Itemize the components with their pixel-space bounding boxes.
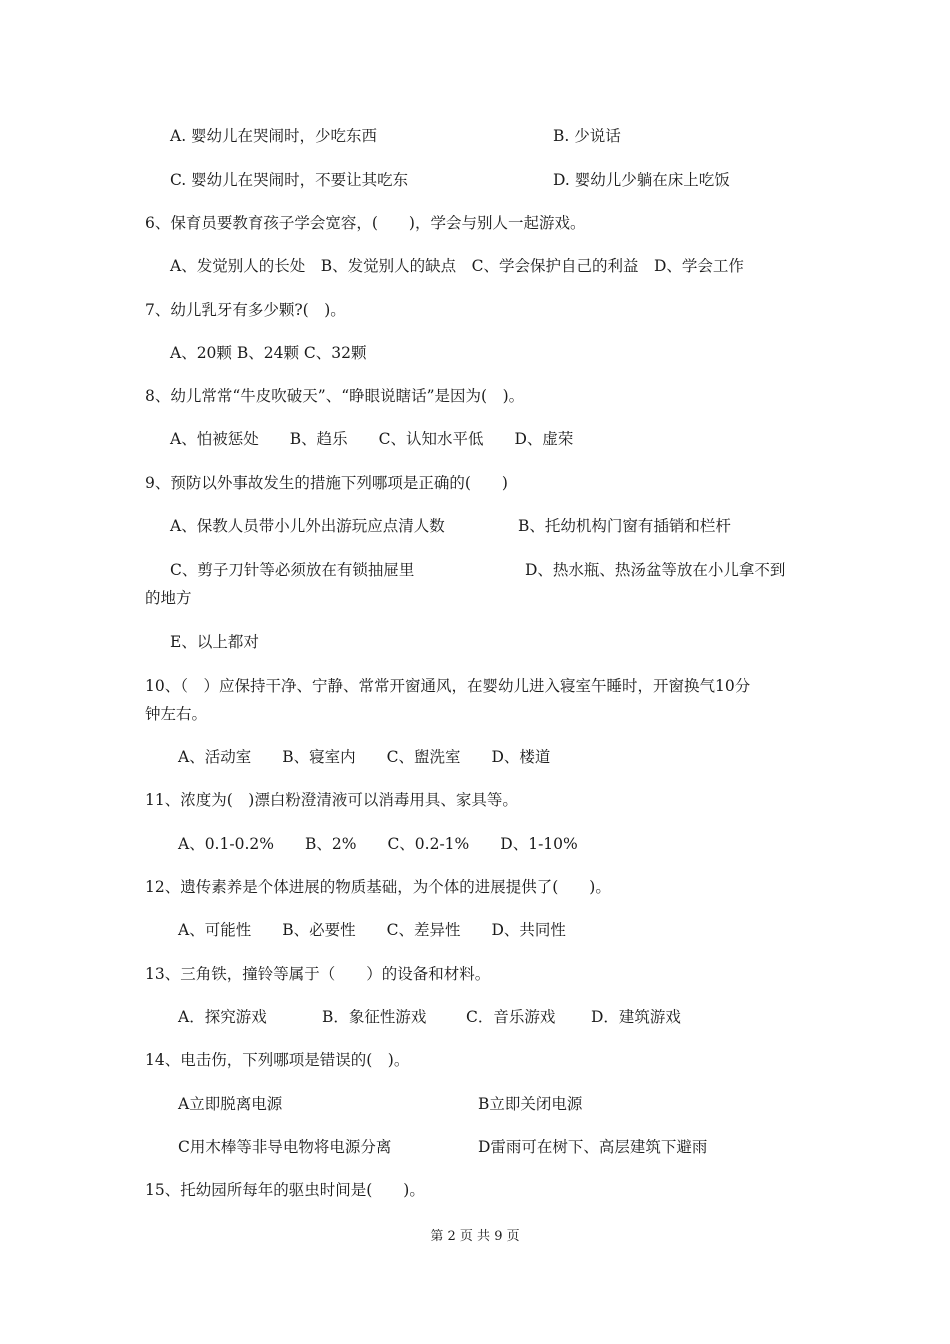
question-9-option-a: A、保教人员带小儿外出游玩应点清人数: [170, 517, 445, 535]
question-13-option-d: D．建筑游戏: [591, 1008, 681, 1026]
question-13-option-b: B．象征性游戏: [322, 1008, 427, 1026]
question-14: 14、电击伤，下列哪项是错误的( )。: [145, 1051, 410, 1069]
question-14-option-b: B立即关闭电源: [478, 1095, 583, 1113]
question-7-options: A、20颗 B、24颗 C、32颗: [170, 344, 367, 362]
question-8: 8、幼儿常常“牛皮吹破天”、“睁眼说瞎话”是因为( )。: [145, 387, 525, 405]
question-9-option-d: D、热水瓶、热汤盆等放在小儿拿不到: [525, 561, 786, 579]
question-11: 11、浓度为( )漂白粉澄清液可以消毒用具、家具等。: [145, 791, 518, 809]
question-14-option-a: A立即脱离电源: [178, 1095, 283, 1113]
question-5-option-b: B. 少说话: [553, 127, 621, 145]
question-9: 9、预防以外事故发生的措施下列哪项是正确的( ): [145, 474, 508, 492]
question-14-option-c: C用木棒等非导电物将电源分离: [178, 1138, 392, 1156]
question-5-option-d: D. 婴幼儿少躺在床上吃饭: [553, 171, 730, 189]
page-number: 第 2 页 共 9 页: [430, 1229, 520, 1244]
question-6: 6、保育员要教育孩子学会宽容，( )，学会与别人一起游戏。: [145, 214, 586, 232]
question-15: 15、托幼园所每年的驱虫时间是( )。: [145, 1181, 425, 1199]
question-7: 7、幼儿乳牙有多少颗?( )。: [145, 301, 346, 319]
question-14-option-d: D雷雨可在树下、高层建筑下避雨: [478, 1138, 708, 1156]
question-9-option-e: E、以上都对: [170, 633, 259, 651]
question-11-options: A、0.1-0.2% B、2% C、0.2-1% D、1-10%: [178, 835, 578, 853]
question-13: 13、三角铁，撞铃等属于（ ）的设备和材料。: [145, 965, 491, 983]
question-6-options: A、发觉别人的长处 B、发觉别人的缺点 C、学会保护自己的利益 D、学会工作: [170, 257, 744, 275]
question-10-options: A、活动室 B、寝室内 C、盥洗室 D、楼道: [178, 748, 551, 766]
question-9-option-c: C、剪子刀针等必须放在有锁抽屉里: [170, 561, 415, 579]
question-5-option-a: A. 婴幼儿在哭闹时，少吃东西: [170, 127, 378, 145]
question-5-option-c: C. 婴幼儿在哭闹时，不要让其吃东: [170, 171, 409, 189]
question-9-option-d-continued: 的地方: [145, 589, 192, 607]
question-8-options: A、怕被惩处 B、趋乐 C、认知水平低 D、虚荣: [170, 430, 574, 448]
question-12: 12、遗传素养是个体进展的物质基础，为个体的进展提供了( )。: [145, 878, 611, 896]
question-13-option-c: C．音乐游戏: [466, 1008, 556, 1026]
question-10-continued: 钟左右。: [145, 705, 208, 723]
question-10: 10、（ ）应保持干净、宁静、常常开窗通风，在婴幼儿进入寝室午睡时，开窗换气10分: [145, 677, 751, 695]
question-13-option-a: A．探究游戏: [178, 1008, 267, 1026]
question-9-option-b: B、托幼机构门窗有插销和栏杆: [518, 517, 731, 535]
question-12-options: A、可能性 B、必要性 C、差异性 D、共同性: [178, 921, 566, 939]
